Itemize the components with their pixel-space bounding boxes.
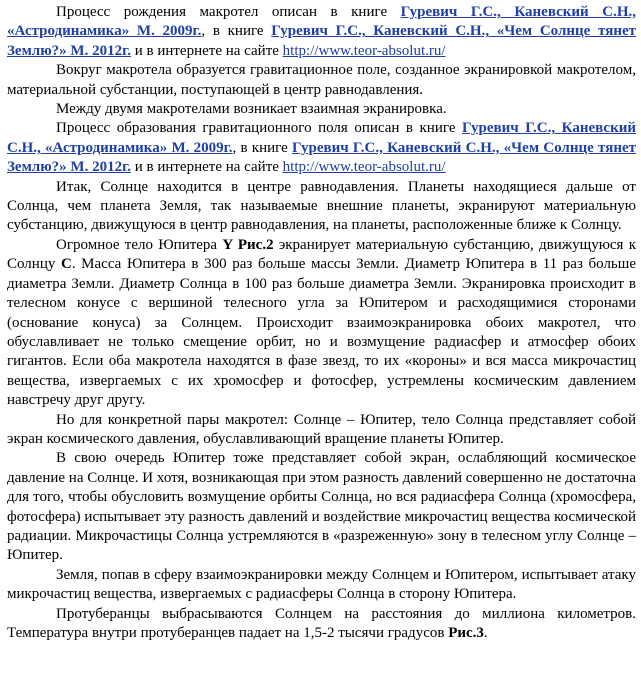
paragraph-jupiter-shielding (7, 236, 636, 411)
text-run: Процесс рождения макротел описан в книге (56, 4, 401, 20)
website-link[interactable]: http://www.teor-absolut.ru/ (282, 42, 446, 59)
paragraph-sun-center (7, 178, 636, 236)
text-run: и в интернете на сайте (130, 42, 283, 59)
paragraph-prominences (7, 605, 636, 644)
book-reference-link[interactable]: Гуревич Г.С., Каневский С.Н., «Чем Солнце тянет Землю?» М. 2012г. (7, 139, 636, 176)
book-reference-link[interactable]: Гуревич Г.С., Каневский С.Н., «Астродинамика» М. 2009г. (7, 4, 636, 40)
paragraph-earth-attack (7, 566, 636, 605)
book-reference-link[interactable]: Гуревич Г.С., Каневский С.Н., «Астродинамика» М. 2009г. (7, 120, 636, 156)
text-run: Вокруг макротела образуется гравитационное поле, созданное экранировкой макротелом, материальной субстанции, поступающей в центр равнодавления. (7, 62, 636, 98)
text-run: , в книге (201, 23, 272, 40)
paragraph-sun-jupiter-pair (7, 411, 636, 450)
text-run: Итак, Солнце находится в центре равнодавления. Планеты находящиеся дальше от Солнца, чем планета Земля, так называемые внешние планеты, экранируют материальную субстанцию, движущуюся в центр равнодавления, на планеты, расположенные ближе к Солнцу. (7, 178, 636, 234)
website-link[interactable]: http://www.teor-absolut.ru/ (282, 159, 446, 176)
bold-text: С (60, 256, 72, 273)
text-run: , в книге (232, 139, 292, 156)
bold-text: Y Рис.2 (222, 236, 274, 253)
bold-text: Рис.3 (448, 625, 484, 641)
text-run: экранирует материальную субстанцию, движущуюся к Солнцу (7, 236, 636, 273)
text-run: Земля, попав в сферу взаимоэкранировки между Солнцем и Юпитером, испытывает атаку микрочастиц вещества, извергаемых с радиасферы Солнца в сторону Юпитера. (7, 566, 636, 603)
text-run: и в интернете на сайте (130, 159, 283, 176)
text-run: Процесс образования гравитационного поля описан в книге (56, 120, 462, 137)
text-run: Огромное тело Юпитера (56, 236, 223, 253)
paragraph-gravitational-field (7, 61, 636, 100)
text-run: . (483, 625, 488, 641)
paragraph-jupiter-screen (7, 449, 636, 565)
text-run: Но для конкретной пары макротел: Солнце – Юпитер, тело Солнца представляет собой экран космического давления, обуславливающий вращение планеты Юпитер. (7, 411, 636, 447)
paragraph-mutual-shielding (7, 100, 636, 119)
text-run: . Масса Юпитера в 300 раз больше массы Земли. Диаметр Юпитера в 11 раз больше диаметра Земли. Диаметр Солнца в 100 раз больше диаметра Земли. Экранировка происходит в телесном конусе с вершиной телесного угла за Юпитером и расходящимися сторонами (основание конуса) за Солнцем. Происходит взаимоэкранировка обоих макротел, что обуславливает не только смещение орбит, но и возмущение радиасфер и атмосфер обоих гигантов. Если оба макротела находятся в фазе звезд, то их «короны» и вся масса микрочастиц вещества, извергаемых с их хромосфер и фотосфер, устремлены космическим давлением навстречу друг другу. (7, 256, 636, 409)
text-run: Между двумя макротелами возникает взаимная экранировка. (56, 101, 447, 118)
text-run: В свою очередь Юпитер тоже представляет собой экран, ослабляющий космическое давление на Солнце. И хотя, возникающая при этом разность давлений совершенно не достаточна для того, чтобы обусловить возмущение орбиты Солнца, но вся радиасфера Солнца (хромосфера, фотосфера) испытывает эту разность давлений и воздействие микрочастиц вещества космической радиации. Микрочастицы Солнца устремляются в «разреженную» зону в телесном углу Солнце – Юпитер. (7, 450, 636, 564)
paragraph-birth-of-macrobodies (7, 3, 636, 61)
text-run: Протуберанцы выбрасываются Солнцем на расстояния до миллиона километров. Температура внутри протуберанцев падает на 1,5-2 тысячи градусов (7, 605, 636, 641)
book-reference-link[interactable]: Гуревич Г.С., Каневский С.Н., «Чем Солнце тянет Землю?» М. 2012г. (7, 23, 636, 59)
paragraph-field-formation (7, 119, 636, 177)
